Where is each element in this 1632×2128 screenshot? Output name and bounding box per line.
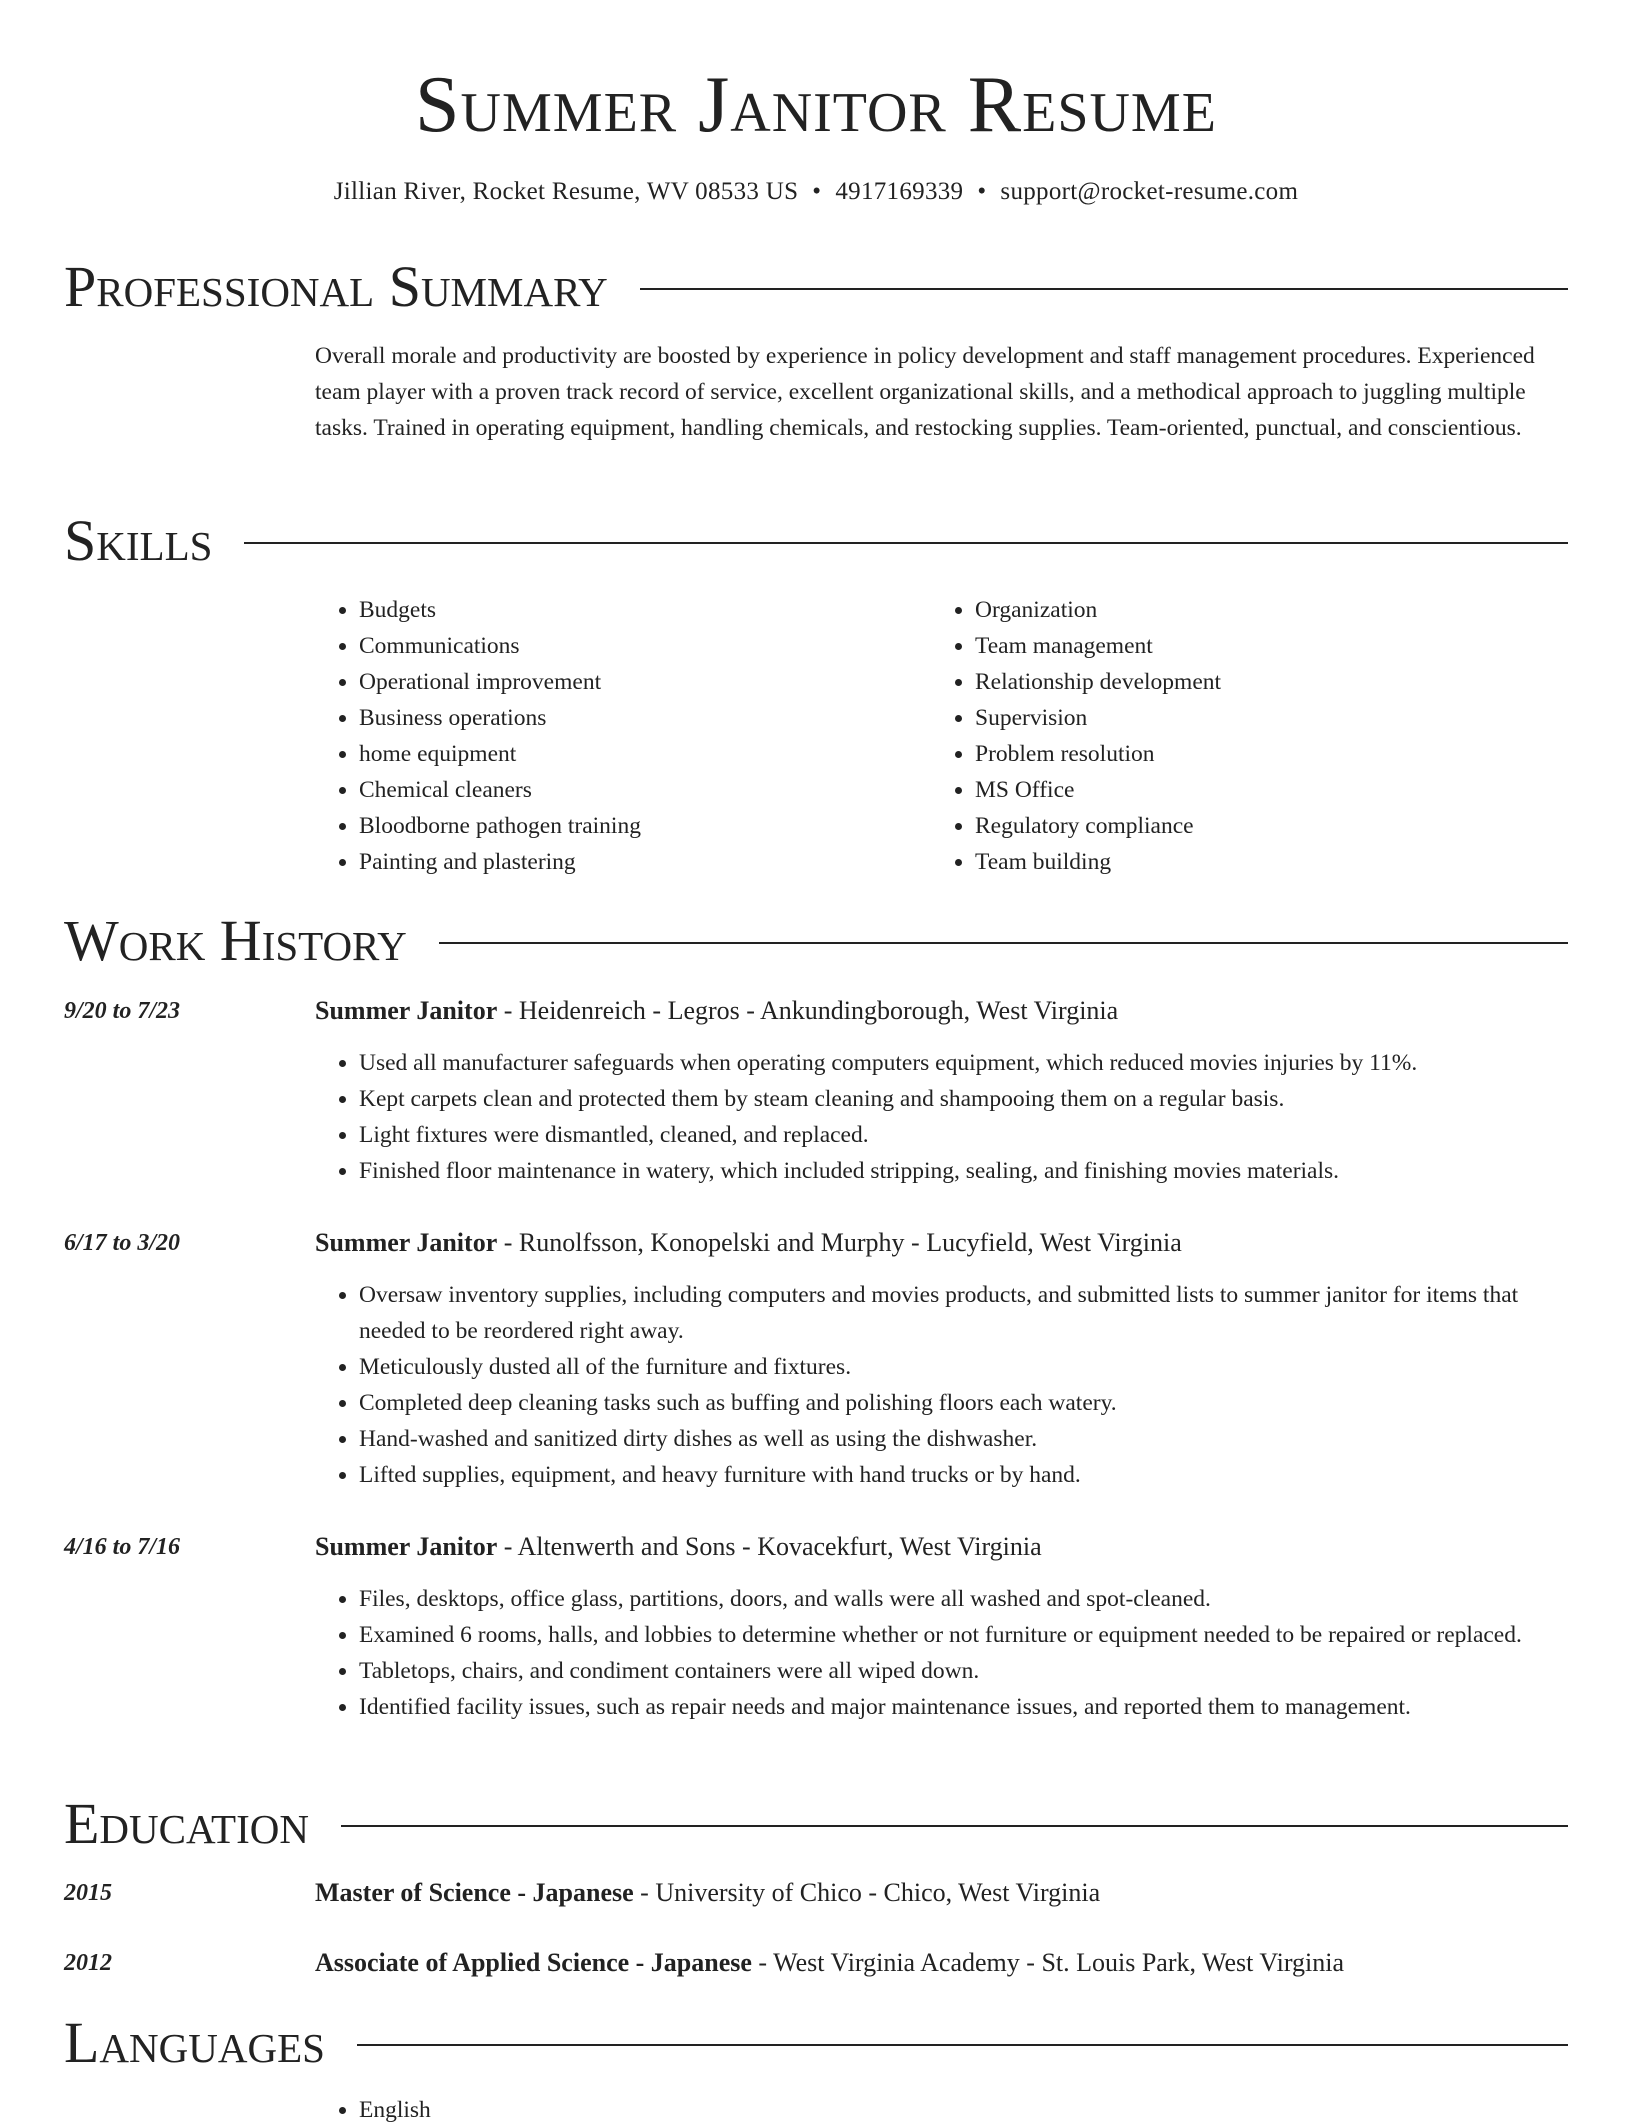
list-item: • Files, desktops, office glass, partitions, doors, and walls were all washed and spot-cleaned.: [359, 1581, 1568, 1617]
skill-item: • Team building: [975, 844, 1568, 880]
job-role: Summer Janitor: [315, 1532, 498, 1561]
skill-item: • MS Office: [975, 772, 1568, 808]
section-skills: [64, 506, 1568, 576]
list-item: • Completed deep cleaning tasks such as buffing and polishing floors each watery.: [359, 1385, 1568, 1421]
list-item: • Finished floor maintenance in watery, which included stripping, sealing, and finishing movies materials.: [359, 1153, 1568, 1189]
list-item: • Examined 6 rooms, halls, and lobbies to determine whether or not furniture or equipment needed to be repaired or replaced.: [359, 1617, 1568, 1653]
skill-item: • Business operations: [359, 700, 915, 736]
list-item: • Kept carpets clean and protected them by steam cleaning and shampooing them on a regular basis.: [359, 1081, 1568, 1117]
skill-item: • Organization: [975, 592, 1568, 628]
list-item: • English: [359, 2092, 1568, 2128]
contact-address: Jillian River, Rocket Resume, WV 08533 US: [333, 178, 799, 205]
skills-list: [931, 592, 1568, 880]
job-heading: [315, 1225, 1568, 1261]
section-title: Professional Summary: [64, 254, 608, 319]
section-divider: [439, 942, 1568, 944]
education-degree: Master of Science - Japanese: [315, 1878, 634, 1907]
job-date: 9/20 to 7/23: [64, 998, 181, 1024]
contact-email: support@rocket-resume.com: [1000, 178, 1299, 205]
skill-item: • Operational improvement: [359, 664, 915, 700]
skills-block: [315, 592, 1568, 892]
list-item: • Tabletops, chairs, and condiment containers were all wiped down.: [359, 1653, 1568, 1689]
skill-item: • Team management: [975, 628, 1568, 664]
skill-item: • Communications: [359, 628, 915, 664]
skills-list: [315, 592, 915, 880]
list-item: • Light fixtures were dismantled, cleaned, and replaced.: [359, 1117, 1568, 1153]
list-item: • Used all manufacturer safeguards when operating computers equipment, which reduced movies injuries by 11%.: [359, 1045, 1568, 1081]
job-heading: [315, 1529, 1568, 1565]
section-languages: [64, 2008, 1568, 2078]
list-item: • Lifted supplies, equipment, and heavy furniture with hand trucks or by hand.: [359, 1457, 1568, 1493]
skills-column-left: [315, 592, 915, 880]
skill-item: • Chemical cleaners: [359, 772, 915, 808]
summary-text: Overall morale and productivity are boosted by experience in policy development and staff management procedures. Experienced team player with a proven track record of service, excellent organizational skills, and a methodical approach to juggling multiple tasks. Trained in operating equipment, handling chemicals, and restocking supplies. Team-oriented, punctual, and conscientious.: [315, 343, 1535, 441]
contact-separator: •: [977, 178, 987, 205]
list-item: • Hand-washed and sanitized dirty dishes as well as using the dishwasher.: [359, 1421, 1568, 1457]
languages-block: [315, 2092, 1568, 2128]
skill-item: • Relationship development: [975, 664, 1568, 700]
skills-column-right: [931, 592, 1568, 880]
section-work-history: [64, 906, 1568, 976]
resume-title: Summer Janitor Resume: [415, 61, 1217, 149]
section-professional-summary: [64, 252, 1568, 322]
section-divider: [244, 542, 1568, 544]
job-date: 4/16 to 7/16: [64, 1534, 181, 1560]
education-school: - West Virginia Academy - St. Louis Park, West Virginia: [751, 1948, 1345, 1977]
job-employer: - Heidenreich - Legros - Ankundingborough, West Virginia: [497, 996, 1119, 1025]
skill-item: • home equipment: [359, 736, 915, 772]
education-year: 2015: [64, 1880, 112, 1906]
job-heading: [315, 993, 1568, 1029]
job-duties: [315, 1045, 1568, 1189]
list-item: • Oversaw inventory supplies, including computers and movies products, and submitted lists to summer janitor for items that needed to be reordered right away.: [359, 1277, 1568, 1349]
skill-item: • Problem resolution: [975, 736, 1568, 772]
summary-block: [315, 338, 1568, 446]
list-item: • Meticulously dusted all of the furniture and fixtures.: [359, 1349, 1568, 1385]
education-heading: [315, 1945, 1568, 1981]
skill-item: • Supervision: [975, 700, 1568, 736]
job-duties: [315, 1581, 1568, 1725]
section-title: Skills: [64, 508, 213, 573]
education-school: - University of Chico - Chico, West Virginia: [633, 1878, 1101, 1907]
job-employer: - Runolfsson, Konopelski and Murphy - Lucyfield, West Virginia: [497, 1228, 1182, 1257]
section-divider: [341, 1825, 1568, 1827]
job-date: 6/17 to 3/20: [64, 1230, 181, 1256]
section-title: Work History: [64, 908, 407, 973]
list-item: • Identified facility issues, such as repair needs and major maintenance issues, and reported them to management.: [359, 1689, 1568, 1725]
skill-item: • Painting and plastering: [359, 844, 915, 880]
contact-line: [64, 175, 1568, 209]
education-year: 2012: [64, 1950, 112, 1976]
section-divider: [357, 2044, 1568, 2046]
section-divider: [640, 288, 1568, 290]
job-employer: - Altenwerth and Sons - Kovacekfurt, West Virginia: [497, 1532, 1042, 1561]
job-duties: [315, 1277, 1568, 1493]
job-role: Summer Janitor: [315, 1228, 498, 1257]
contact-separator: •: [812, 178, 822, 205]
section-title: Languages: [64, 2010, 325, 2075]
education-heading: [315, 1875, 1568, 1911]
contact-phone: 4917169339: [835, 178, 964, 205]
section-title: Education: [64, 1791, 309, 1856]
skill-item: • Bloodborne pathogen training: [359, 808, 915, 844]
skill-item: • Regulatory compliance: [975, 808, 1568, 844]
education-degree: Associate of Applied Science - Japanese: [315, 1948, 752, 1977]
skill-item: • Budgets: [359, 592, 915, 628]
job-role: Summer Janitor: [315, 996, 498, 1025]
section-education: [64, 1789, 1568, 1859]
